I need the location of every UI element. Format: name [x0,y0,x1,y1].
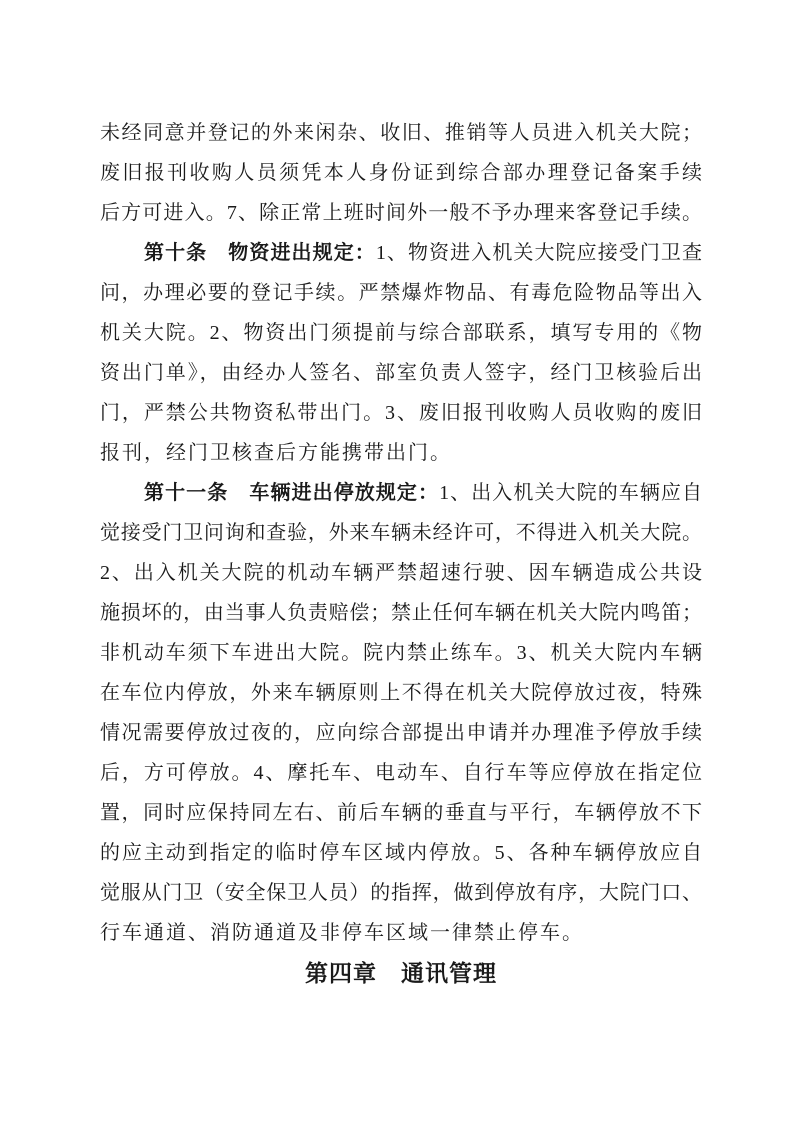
text-line: 资出门单》，由经办人签名、部室负责人签字，经门卫核验后出 [100,362,702,384]
article-11-text: 1、出入机关大院的车辆应自 [439,482,702,504]
article-10-title: 第十条 物资进出规定： [144,242,376,264]
text-line: 觉服从门卫（安全保卫人员）的指挥，做到停放有序，大院门口、 [100,882,702,904]
text-line: 施损坏的，由当事人负责赔偿；禁止任何车辆在机关大院内鸣笛； [100,602,702,624]
text-line: 觉接受门卫问询和查验，外来车辆未经许可，不得进入机关大院。 [100,522,702,544]
text-line: 报刊，经门卫核查后方能携带出门。 [100,442,452,464]
document-body [100,113,702,993]
chapter-heading: 第四章 通讯管理 [305,960,497,986]
text-line: 机关大院。2、物资出门须提前与综合部联系，填写专用的《物 [100,322,702,344]
text-line: 的应主动到指定的临时停车区域内停放。5、各种车辆停放应自 [100,842,702,864]
text-line: 情况需要停放过夜的，应向综合部提出申请并办理准予停放手续 [100,722,702,744]
text-line: 问，办理必要的登记手续。严禁爆炸物品、有毒危险物品等出入 [100,282,702,304]
article-10-first-line [100,233,702,273]
text-line: 废旧报刊收购人员须凭本人身份证到综合部办理登记备案手续 [100,162,702,184]
text-line: 非机动车须下车进出大院。院内禁止练车。3、机关大院内车辆 [100,642,702,664]
text-line: 2、出入机关大院的机动车辆严禁超速行驶、因车辆造成公共设 [100,562,702,584]
article-11-title: 第十一条 车辆进出停放规定： [144,482,440,504]
text-line: 置，同时应保持同左右、前后车辆的垂直与平行，车辆停放不下 [100,802,702,824]
text-line: 门，严禁公共物资私带出门。3、废旧报刊收购人员收购的废旧 [100,402,702,424]
text-line: 未经同意并登记的外来闲杂、收旧、推销等人员进入机关大院； [100,122,702,144]
article-11-first-line [100,473,702,513]
text-line: 行车通道、消防通道及非停车区域一律禁止停车。 [100,922,584,944]
text-line: 后，方可停放。4、摩托车、电动车、自行车等应停放在指定位 [100,762,702,784]
article-10-text: 1、物资进入机关大院应接受门卫查 [375,242,702,264]
text-line: 在车位内停放，外来车辆原则上不得在机关大院停放过夜，特殊 [100,682,702,704]
text-line: 后方可进入。7、除正常上班时间外一般不予办理来客登记手续。 [100,202,702,224]
